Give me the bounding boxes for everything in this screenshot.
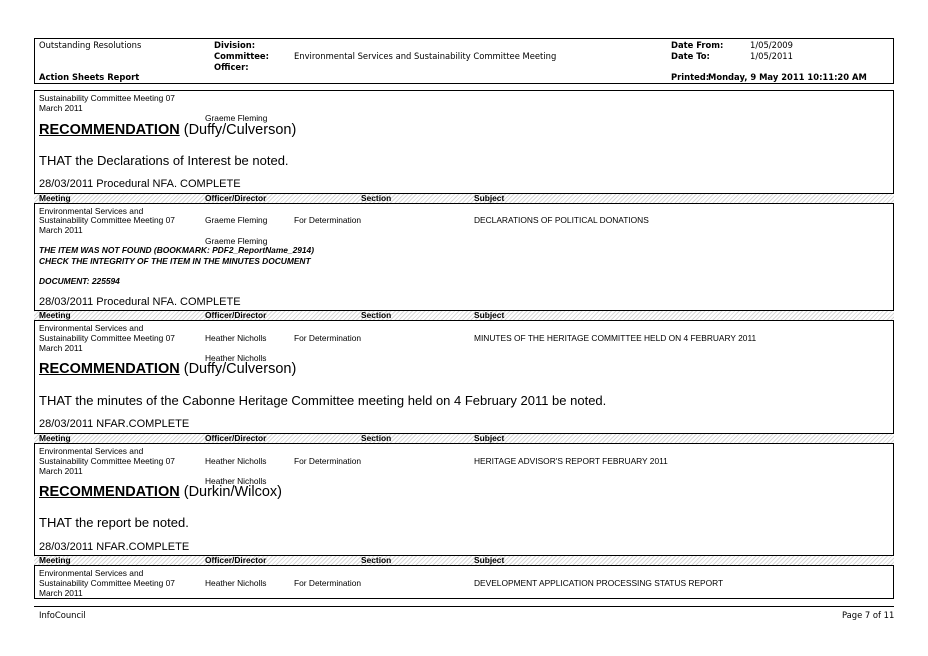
item3-subject: HERITAGE ADVISOR'S REPORT FEBRUARY 2011: [474, 456, 668, 466]
col-subject: Subject: [474, 310, 505, 320]
recommendation-heading: [39, 122, 296, 138]
item1-subject: DECLARATIONS OF POLITICAL DONATIONS: [474, 215, 649, 225]
table-header-row: [34, 193, 894, 204]
date-to-label: Date To:: [671, 51, 710, 61]
resolution-text: THAT the report be noted.: [39, 515, 189, 530]
item2-action: 28/03/2011 NFAR.COMPLETE: [39, 418, 190, 430]
item1-officer: Graeme Fleming: [205, 215, 268, 225]
col-officer: Officer/Director: [205, 433, 267, 443]
item4-meeting-line1: Environmental Services and: [39, 568, 144, 578]
col-subject: Subject: [474, 555, 505, 565]
recommendation-movers: (Duffy/Culverson): [183, 122, 297, 138]
cont-officer: Graeme Fleming: [205, 113, 268, 123]
recommendation-movers: (Duffy/Culverson): [183, 361, 297, 377]
footer-rule: [34, 606, 894, 607]
recommendation-heading: [39, 361, 296, 377]
report-name: Outstanding Resolutions: [39, 40, 142, 50]
recommendation-label: RECOMMENDATION: [39, 122, 180, 138]
action-note: 28/03/2011 Procedural NFA. COMPLETE: [39, 178, 241, 190]
cont-meeting-line2: March 2011: [39, 103, 83, 113]
resolution-text: THAT the minutes of the Cabonne Heritage Committee meeting held on 4 February 2011 be noted.: [39, 393, 607, 408]
item1-error-line1: THE ITEM WAS NOT FOUND (BOOKMARK: PDF2_ReportName_2914): [39, 245, 315, 255]
item3-meeting-line1: Environmental Services and: [39, 446, 144, 456]
col-meeting: Meeting: [39, 310, 71, 320]
table-header-row: [34, 555, 894, 566]
item2-meeting-line3: March 2011: [39, 343, 83, 353]
item3-meeting-line2: Sustainability Committee Meeting 07: [39, 456, 175, 466]
item3-section: For Determination: [294, 456, 362, 466]
officer-label: Officer:: [214, 62, 249, 72]
item2-officer-repeat: Heather Nicholls: [205, 353, 267, 363]
col-section: Section: [361, 310, 392, 320]
item1-action: 28/03/2011 Procedural NFA. COMPLETE: [39, 296, 241, 308]
item2-officer: Heather Nicholls: [205, 333, 267, 343]
item2-meeting-line1: Environmental Services and: [39, 323, 144, 333]
item1-error-line2: CHECK THE INTEGRITY OF THE ITEM IN THE MINUTES DOCUMENT: [39, 256, 311, 266]
item3-meeting-line3: March 2011: [39, 466, 83, 476]
col-meeting: Meeting: [39, 555, 71, 565]
recommendation-label: RECOMMENDATION: [39, 361, 180, 377]
date-from-value: 1/05/2009: [750, 40, 793, 50]
recommendation-label: RECOMMENDATION: [39, 484, 180, 500]
printed-value: Monday, 9 May 2011 10:11:20 AM: [708, 72, 867, 82]
item1-meeting-line2: Sustainability Committee Meeting 07: [39, 215, 175, 225]
report-subtitle: Action Sheets Report: [39, 72, 140, 82]
recommendation-movers: (Durkin/Wilcox): [183, 484, 283, 500]
item1-officer-repeat: Graeme Fleming: [205, 236, 268, 246]
recommendation-heading: [39, 484, 282, 500]
col-subject: Subject: [474, 433, 505, 443]
table-header-row: [34, 310, 894, 321]
item2-section: For Determination: [294, 333, 362, 343]
committee-label: Committee:: [214, 51, 269, 61]
table-header-row: [34, 433, 894, 444]
item3-officer: Heather Nicholls: [205, 456, 267, 466]
col-section: Section: [361, 193, 392, 203]
item4-section: For Determination: [294, 578, 362, 588]
col-meeting: Meeting: [39, 433, 71, 443]
date-from-label: Date From:: [671, 40, 724, 50]
col-section: Section: [361, 433, 392, 443]
item4-subject: DEVELOPMENT APPLICATION PROCESSING STATUS REPORT: [474, 578, 724, 588]
item2-subject: MINUTES OF THE HERITAGE COMMITTEE HELD ON 4 FEBRUARY 2011: [474, 333, 757, 343]
footer-page-number: Page 7 of 11: [842, 610, 895, 620]
resolution-text: THAT the Declarations of Interest be noted.: [39, 153, 289, 168]
item4-meeting-line3: March 2011: [39, 588, 83, 598]
col-officer: Officer/Director: [205, 193, 267, 203]
col-officer: Officer/Director: [205, 555, 267, 565]
item1-meeting-line1: Environmental Services and: [39, 206, 144, 216]
date-to-value: 1/05/2011: [750, 51, 793, 61]
item3-officer-repeat: Heather Nicholls: [205, 476, 267, 486]
col-subject: Subject: [474, 193, 505, 203]
col-section: Section: [361, 555, 392, 565]
printed-label: Printed:: [671, 72, 710, 82]
cont-meeting-line1: Sustainability Committee Meeting 07: [39, 93, 175, 103]
division-label: Division:: [214, 40, 256, 50]
col-meeting: Meeting: [39, 193, 71, 203]
item1-meeting-line3: March 2011: [39, 225, 83, 235]
footer-brand: InfoCouncil: [39, 610, 86, 620]
item4-meeting-line2: Sustainability Committee Meeting 07: [39, 578, 175, 588]
item4-officer: Heather Nicholls: [205, 578, 267, 588]
item3-action: 28/03/2011 NFAR.COMPLETE: [39, 541, 190, 553]
item2-meeting-line2: Sustainability Committee Meeting 07: [39, 333, 175, 343]
item1-section: For Determination: [294, 215, 362, 225]
committee-value: Environmental Services and Sustainability Committee Meeting: [294, 51, 557, 61]
col-officer: Officer/Director: [205, 310, 267, 320]
item1-document: DOCUMENT: 225594: [39, 276, 120, 286]
